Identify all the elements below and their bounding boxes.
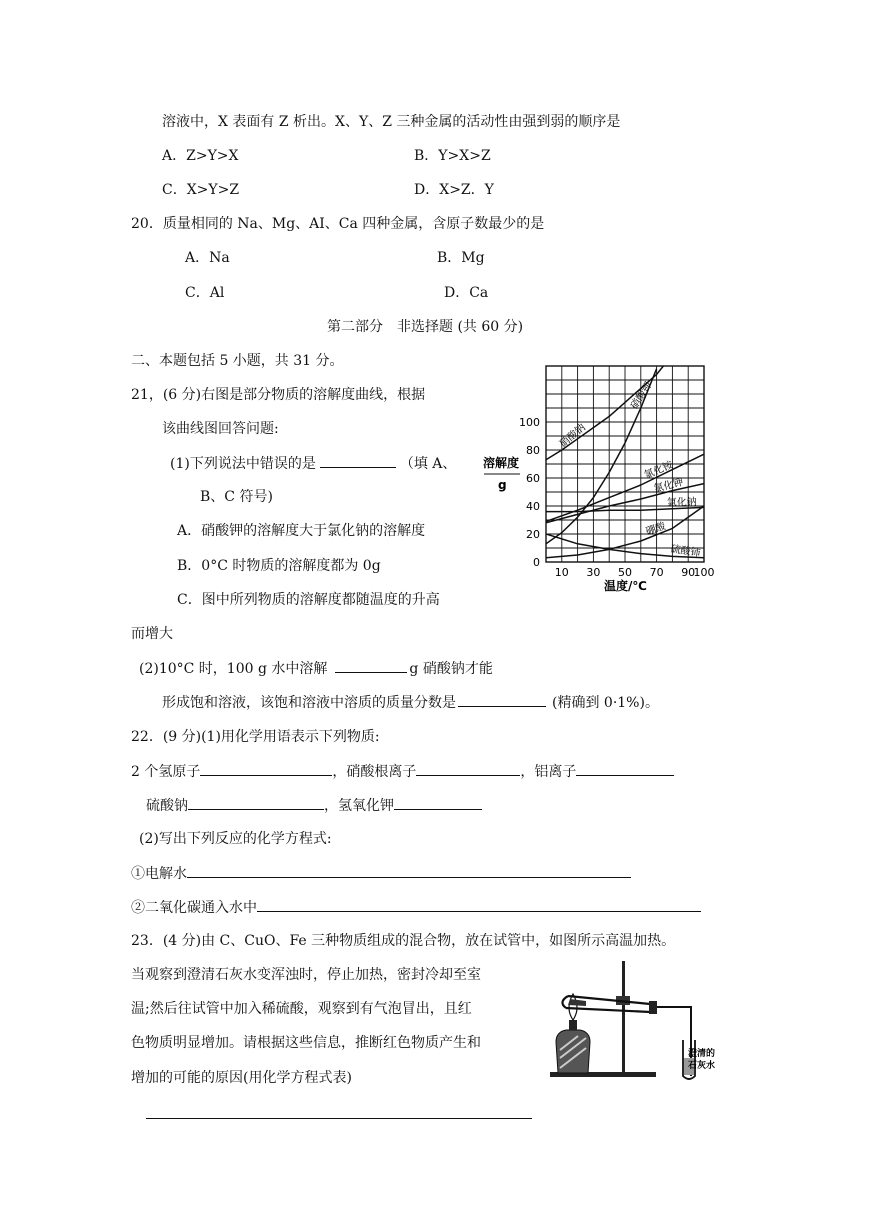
q22-line1 <box>131 761 674 782</box>
x-tick-label: 100 <box>693 566 715 579</box>
flame-icon <box>569 994 577 1020</box>
q20-stem: 20．质量相同的 Na、Mg、AI、Ca 四种金属，含原子数最少的是 <box>131 216 545 232</box>
heating-apparatus-figure <box>546 958 736 1088</box>
q22-nitrate-ion-prompt: ，硝酸根离子 <box>332 764 417 780</box>
q21-part2-prompt-cont: g 硝酸钠才能 <box>409 661 493 677</box>
q20-option-d: D．Ca <box>444 285 489 301</box>
limewater-test-tube <box>683 1040 695 1079</box>
q19-option-c: C．X>Y>Z <box>162 182 240 198</box>
q22-co2-water-line <box>131 897 701 918</box>
q21-part1-line <box>170 453 456 474</box>
q21-part2-line1 <box>139 658 493 679</box>
q21-part1-hint-cont: B、C 符号) <box>200 489 273 505</box>
x-tick-label: 90 <box>681 566 696 579</box>
q22-potassium-hydroxide-blank[interactable] <box>394 795 482 810</box>
q23-stem: 23．(4 分)由 C、CuO、Fe 三种物质组成的混合物，放在试管中，如图所示高温加热。 <box>131 933 676 949</box>
q21-part1-prompt: (1)下列说法中错误的是 <box>170 456 316 472</box>
series-label: 硼酸 <box>644 520 668 538</box>
q23-answer-blank[interactable] <box>146 1118 532 1119</box>
y-tick-label: 100 <box>519 416 540 429</box>
q22-electrolysis-prompt: ①电解水 <box>131 866 187 882</box>
y-tick-label: 80 <box>526 444 540 457</box>
q19-stem-continuation: 溶液中，X 表面有 Z 析出。X、Y、Z 三种金属的活动性由强到弱的顺序是 <box>162 114 621 130</box>
q21-part2-prompt: (2)10°C 时，100 g 水中溶解 <box>139 661 328 677</box>
q22-co2-water-prompt: ②二氧化碳通入水中 <box>131 900 257 916</box>
q19-option-a: A．Z>Y>X <box>162 148 239 164</box>
q20-option-c: C．Al <box>185 285 225 301</box>
q21-part2-line2 <box>162 692 659 713</box>
q19-option-b: B．Y>X>Z <box>414 148 491 164</box>
q20-option-a: A．Na <box>185 250 230 266</box>
y-tick-label: 60 <box>526 472 540 485</box>
q21-part1-hint: （填 A、 <box>399 456 457 472</box>
y-axis-label-line1: 溶解度 <box>483 456 520 470</box>
q22-aluminium-ion-prompt: ，铝离子 <box>520 764 577 780</box>
series-label: 氯化钾 <box>652 477 685 495</box>
q23-text-line2: 温;然后往试管中加入稀硫酸，观察到有气泡冒出，且红 <box>131 1001 472 1017</box>
q22-potassium-hydroxide-prompt: ，氢氧化钾 <box>324 798 394 814</box>
q22-hydrogen-atoms-prompt: 2 个氢原子 <box>131 764 201 780</box>
q21-part2-mass-blank[interactable] <box>335 658 407 673</box>
limewater-label-line1: 澄清的 <box>688 1049 716 1059</box>
solubility-chart <box>478 352 733 597</box>
q22-nitrate-ion-blank[interactable] <box>416 761 520 776</box>
series-label: 硝酸钾 <box>629 380 655 412</box>
q22-hydrogen-atoms-blank[interactable] <box>200 761 332 776</box>
y-axis-label-line2: g <box>498 478 507 492</box>
q21-part2-precision-note: (精确到 0·1%)。 <box>552 695 659 711</box>
y-tick-label: 20 <box>526 528 540 541</box>
q21-option-c-line2: 而增大 <box>131 626 173 642</box>
q21-stem-line2: 该曲线图回答问题: <box>162 421 279 437</box>
y-tick-label: 40 <box>526 500 540 513</box>
q22-sodium-sulfate-blank[interactable] <box>188 795 324 810</box>
series-label: 硫酸铈 <box>669 543 702 560</box>
limewater-label-line2: 石灰水 <box>688 1061 716 1071</box>
q23-text-line4: 增加的可能的原因(用化学方程式表) <box>131 1070 352 1086</box>
x-axis-label: 温度/℃ <box>604 579 647 593</box>
x-tick-label: 10 <box>554 566 569 579</box>
q22-part2-prompt: (2)写出下列反应的化学方程式: <box>139 831 332 847</box>
x-tick-label: 30 <box>586 566 601 579</box>
x-tick-label: 70 <box>649 566 664 579</box>
q22-sodium-sulfate-prompt: 硫酸钠 <box>146 798 188 814</box>
q22-electrolysis-line <box>131 863 631 884</box>
alcohol-lamp <box>556 1020 590 1073</box>
series-label: 氯化钠 <box>666 496 697 509</box>
q21-part1-answer-blank[interactable] <box>320 453 396 468</box>
series-label: 氯化铵 <box>642 459 675 482</box>
q21-option-a: A．硝酸钾的溶解度大于氯化钠的溶解度 <box>177 523 426 539</box>
q21-stem-line1: 21，(6 分)右图是部分物质的溶解度曲线，根据 <box>131 387 426 403</box>
stand-rod <box>622 961 625 1073</box>
y-tick-label: 0 <box>533 556 540 569</box>
q21-option-b: B．0°C 时物质的溶解度都为 0g <box>177 558 381 574</box>
q23-text-line1: 当观察到澄清石灰水变浑浊时，停止加热，密封冷却至室 <box>131 967 481 983</box>
q21-option-c-line1: C．图中所列物质的溶解度都随温度的升高 <box>177 592 440 608</box>
q22-aluminium-ion-blank[interactable] <box>576 761 674 776</box>
q22-stem: 22．(9 分)(1)用化学用语表示下列物质: <box>131 729 380 745</box>
stopper <box>649 1001 657 1014</box>
q21-part2-fraction-prompt: 形成饱和溶液，该饱和溶液中溶质的质量分数是 <box>162 695 456 711</box>
q22-electrolysis-equation-blank[interactable] <box>187 863 631 878</box>
q22-co2-water-equation-blank[interactable] <box>257 897 701 912</box>
q19-option-d: D．X>Z．Y <box>414 182 494 198</box>
q21-part2-fraction-blank[interactable] <box>458 692 546 707</box>
section2-heading: 二、本题包括 5 小题，共 31 分。 <box>131 353 344 369</box>
q20-option-b: B．Mg <box>437 250 485 266</box>
q23-text-line3: 色物质明显增加。请根据这些信息，推断红色物质产生和 <box>131 1035 481 1051</box>
x-tick-label: 50 <box>618 566 632 579</box>
q22-line2 <box>146 795 482 816</box>
series-label: 硝酸钠 <box>557 422 588 450</box>
part2-title: 第二部分 非选择题 (共 60 分) <box>327 319 524 335</box>
